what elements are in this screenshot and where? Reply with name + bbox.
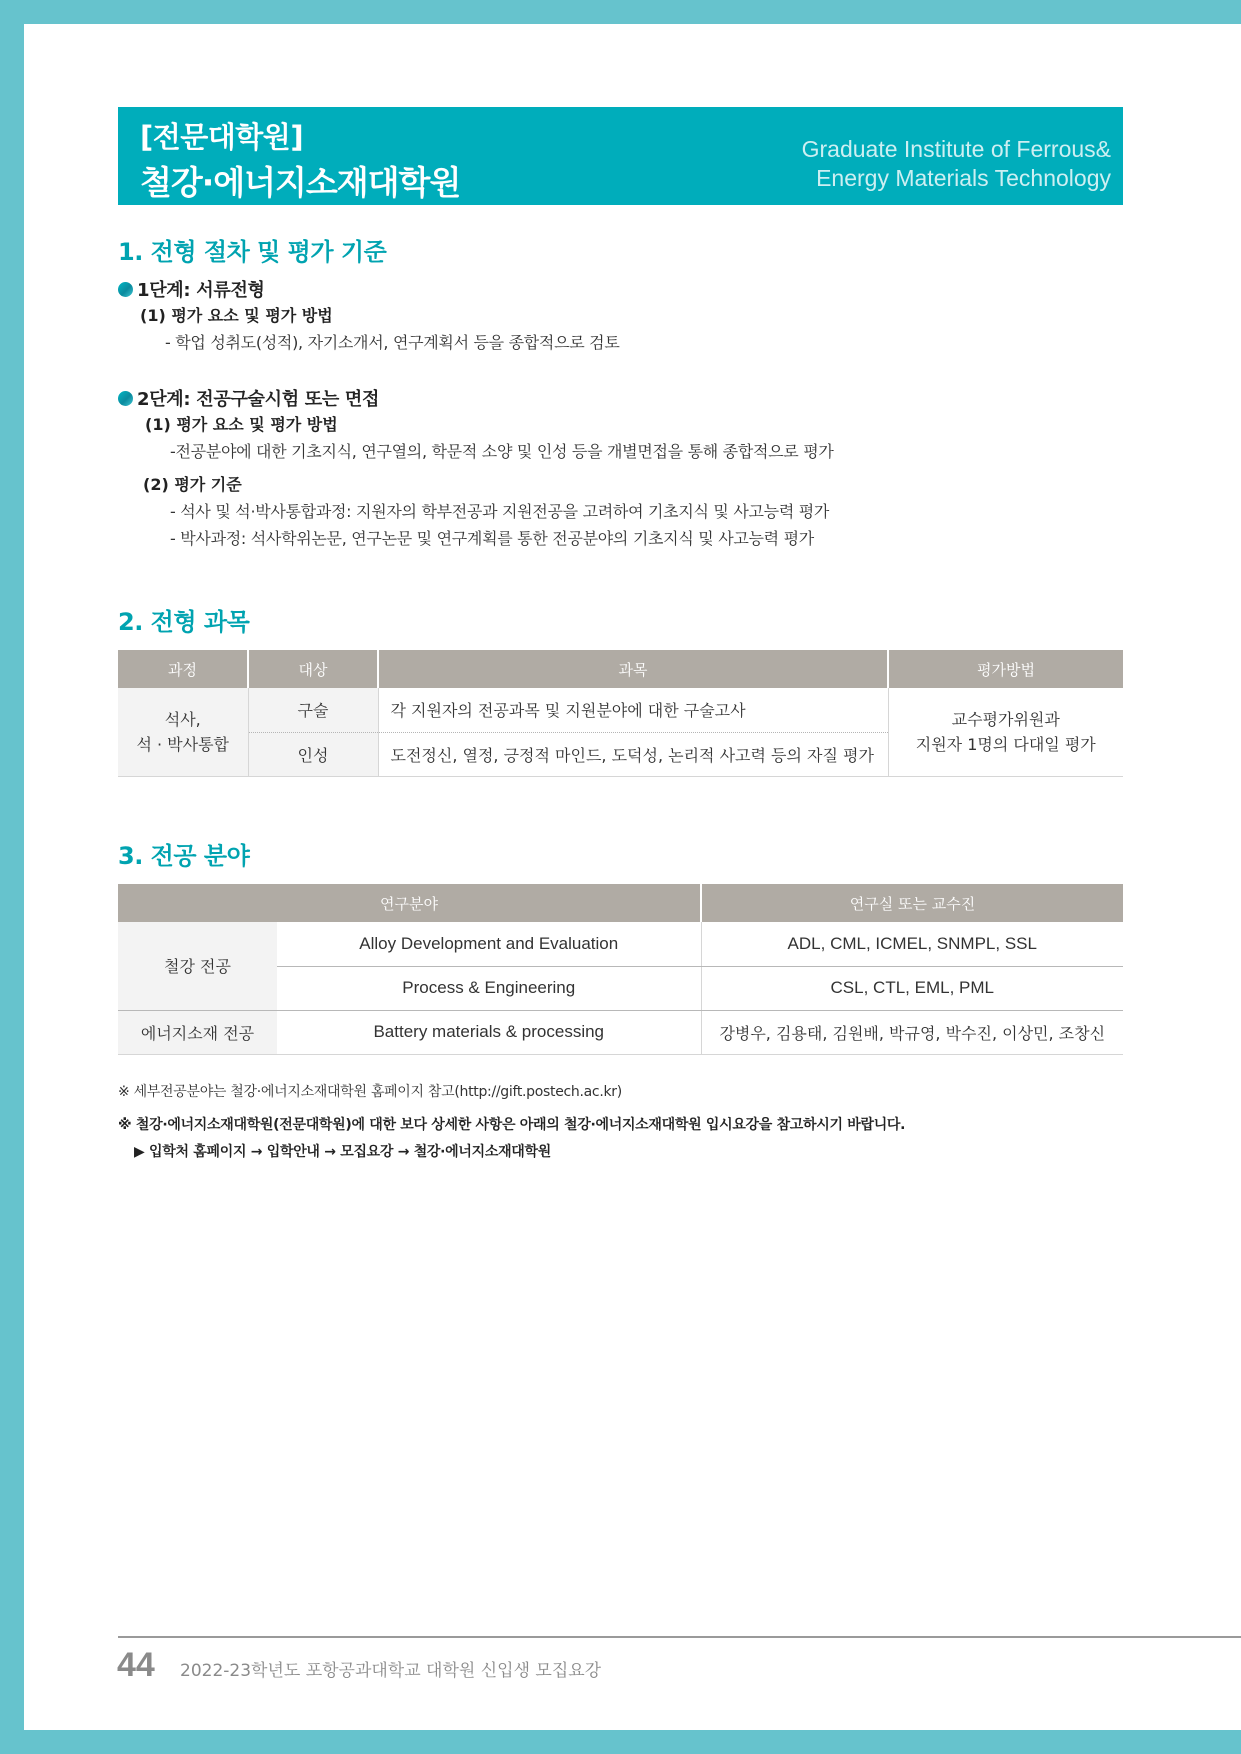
column-header: 평가방법 xyxy=(888,650,1123,688)
evaluation-line1: 교수평가위원과 xyxy=(951,709,1060,729)
table-row xyxy=(118,922,1123,966)
stage2-heading xyxy=(118,385,379,411)
column-header: 연구분야 xyxy=(118,884,701,922)
major-cell: 철강 전공 xyxy=(118,922,277,1010)
target-cell: 인성 xyxy=(248,732,378,776)
column-header: 과목 xyxy=(378,650,888,688)
column-header: 과정 xyxy=(118,650,248,688)
circle-bullet-icon xyxy=(118,391,133,406)
footer-divider xyxy=(118,1636,1241,1638)
table-header-row xyxy=(118,884,1123,922)
course-group-cell xyxy=(118,688,248,776)
note-navigation-path: ▶ 입학처 홈페이지 → 입학안내 → 모집요강 → 철강·에너지소재대학원 xyxy=(134,1144,551,1160)
stage2-sub2-line2: - 박사과정: 석사학위논문, 연구논문 및 연구계획를 통한 전공분야의 기초지식 및 사고능력 평가 xyxy=(170,529,814,548)
stage1-heading xyxy=(118,276,265,302)
labs-cell: 강병우, 김용태, 김원배, 박규영, 박수진, 이상민, 조창신 xyxy=(701,1010,1123,1054)
note-details: ※ 철강·에너지소재대학원(전문대학원)에 대한 보다 상세한 사항은 아래의 철강·에너지소재대학원 입시요강을 참고하시기 바랍니다. xyxy=(118,1117,906,1133)
header-english-line1: Graduate Institute of Ferrous& xyxy=(801,136,1111,162)
stage2-sub2-line1: - 석사 및 석·박사통합과정: 지원자의 학부전공과 지원전공을 고려하여 기초지식 및 사고능력 평가 xyxy=(170,502,830,521)
stage2-sub2-title: (2) 평가 기준 xyxy=(143,475,242,494)
evaluation-line2: 지원자 1명의 다대일 평가 xyxy=(915,734,1096,754)
header-english-title xyxy=(802,135,1111,193)
evaluation-method-cell xyxy=(888,688,1123,776)
section3-title: 3. 전공 분야 xyxy=(118,842,250,870)
page-frame-top xyxy=(0,0,1241,24)
stage1-label: 1단계: 서류전형 xyxy=(137,280,265,301)
table-row xyxy=(118,1010,1123,1054)
course-group-line1: 석사, xyxy=(164,709,201,729)
page-frame-left xyxy=(0,0,24,1754)
header-english-line2: Energy Materials Technology xyxy=(816,165,1111,191)
footer-text: 2022-23학년도 포항공과대학교 대학원 신입생 모집요강 xyxy=(180,1661,602,1681)
stage2-sub1-title: (1) 평가 요소 및 평가 방법 xyxy=(145,415,338,434)
labs-cell: CSL, CTL, EML, PML xyxy=(701,966,1123,1010)
labs-cell: ADL, CML, ICMEL, SNMPL, SSL xyxy=(701,922,1123,966)
major-fields-table xyxy=(118,884,1123,1055)
page-frame-bottom xyxy=(0,1730,1241,1754)
major-cell: 에너지소재 전공 xyxy=(118,1010,277,1054)
course-group-line2: 석 · 박사통합 xyxy=(136,734,230,754)
subject-cell: 각 지원자의 전공과목 및 지원분야에 대한 구술고사 xyxy=(378,688,888,732)
note-homepage: ※ 세부전공분야는 철강·에너지소재대학원 홈페이지 참고(http://gift.postech.ac.kr) xyxy=(118,1084,622,1100)
stage2-label: 2단계: 전공구술시험 또는 면접 xyxy=(137,389,380,410)
section1-title: 1. 전형 절차 및 평가 기준 xyxy=(118,238,387,266)
column-header: 연구실 또는 교수진 xyxy=(701,884,1123,922)
stage1-sub1-title: (1) 평가 요소 및 평가 방법 xyxy=(140,306,333,325)
subject-cell: 도전정신, 열정, 긍정적 마인드, 도덕성, 논리적 사고력 등의 자질 평가 xyxy=(378,732,888,776)
research-field-cell: Process & Engineering xyxy=(277,966,701,1010)
header-tag: [전문대학원] xyxy=(140,120,304,154)
research-field-cell: Alloy Development and Evaluation xyxy=(277,922,701,966)
exam-subjects-table xyxy=(118,650,1123,777)
target-cell: 구술 xyxy=(248,688,378,732)
page-number: 44 xyxy=(117,1646,155,1684)
column-header: 대상 xyxy=(248,650,378,688)
circle-bullet-icon xyxy=(118,282,133,297)
header-banner xyxy=(118,107,1123,205)
research-field-cell: Battery materials & processing xyxy=(277,1010,701,1054)
stage2-sub1-line: -전공분야에 대한 기초지식, 연구열의, 학문적 소양 및 인성 등을 개별면접을 통해 종합적으로 평가 xyxy=(170,442,834,461)
section2-title: 2. 전형 과목 xyxy=(118,608,250,636)
table-header-row xyxy=(118,650,1123,688)
stage1-sub1-line: - 학업 성취도(성적), 자기소개서, 연구계획서 등을 종합적으로 검토 xyxy=(165,333,620,352)
header-title: 철강·에너지소재대학원 xyxy=(140,163,461,202)
table-row xyxy=(118,688,1123,732)
